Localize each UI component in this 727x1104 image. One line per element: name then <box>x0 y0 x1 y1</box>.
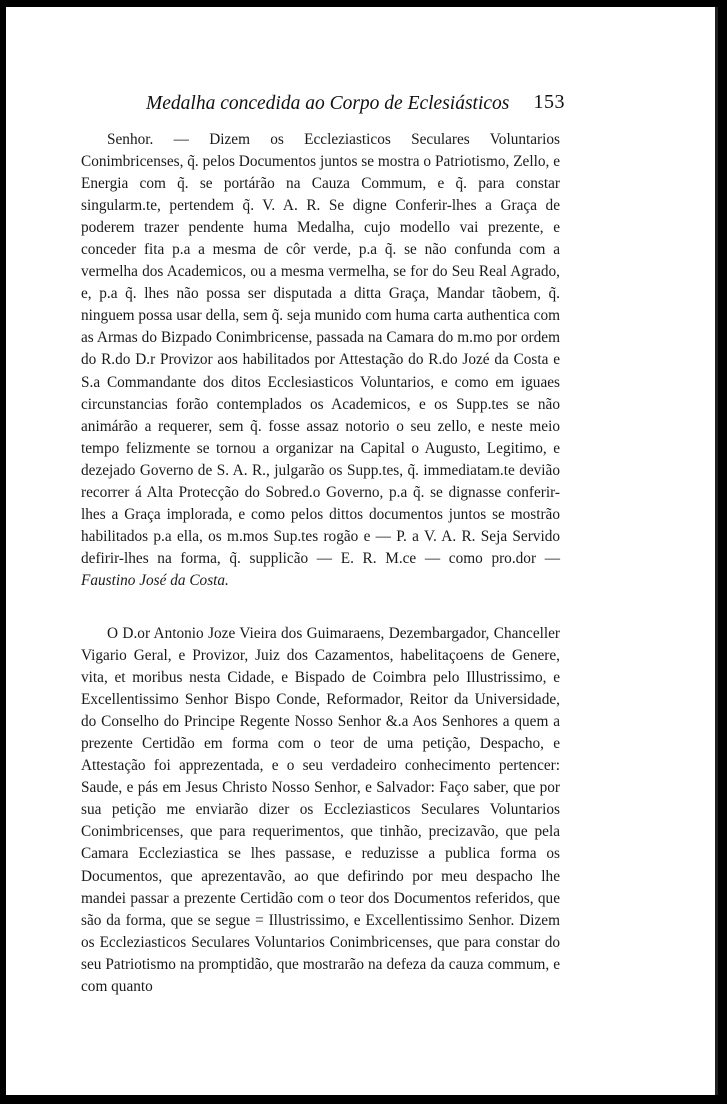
certificate-paragraph: O D.or Antonio Joze Vieira dos Guimaraens, Dezembargador, Chanceller Vigario Geral, e Provizor, Juiz dos Cazamentos, habelitaçoens de Genere, vita, et moribus nesta Cidade, e Bispado de Coimbra pelo Illustrissimo, e Excellentissimo Senhor Bispo Conde, Reformador, Reitor da Universidade, do Conselho do Principe Regente Nosso Senhor &.a Aos Senhores a quem a prezente Certidão em forma com o teor de uma petição, Despacho, e Attestação foi apprezentada, e o seu verdadeiro conhecimento pertencer: Saude, e pás em Jesus Christo Nosso Senhor, e Salvador: Faço saber, que por sua petição me enviarão dizer os Eccleziasticos Seculares Voluntarios Conimbricenses, que para requerimentos, que tinhão, precizavão, que pela Camara Eccleziastica se lhes passase, e reduzisse a publica forma os Documentos, que aprezentavão, ao que defirindo por meu despacho lhe mandei passar a prezente Certidão com o teor dos Documentos referidos, que são da forma, que se segue = Illustrissimo, e Excellentissimo Senhor. Dizem os Eccleziasticos Seculares Voluntarios Conimbricenses, que para constar do seu Patriotismo na promptidão, que mostrarão na defeza da cauza commum, e com quanto <box>81 624 560 995</box>
petition-paragraph <box>81 129 560 592</box>
body-text <box>81 129 560 998</box>
page-header <box>114 93 576 123</box>
paragraph-gap <box>81 592 560 623</box>
signature: Faustino José da Costa. <box>81 571 229 589</box>
page-number: 153 <box>533 91 565 113</box>
book-page <box>6 7 718 1095</box>
running-title: Medalha concedida ao Corpo de Eclesiásticos <box>146 93 510 114</box>
petition-text: Senhor. — Dizem os Eccleziasticos Seculares Voluntarios Conimbricenses, q̃. pelos Documentos juntos se mostra o Patriotismo, Zello, e Energia com q̃. se portárão na Cauza Commum, e q̃. para constar singularm.te, pertendem q̃. V. A. R. Se digne Conferir-lhes a Graça de poderem trazer pendente huma Medalha, cujo modello vai prezente, e conceder fita p.a a mesma de côr verde, p.a q̃. se não confunda com a vermelha dos Academicos, ou a mesma vermelha, se for do Seu Real Agrado, e, p.a q̃. lhes não possa ser disputada a ditta Graça, Mandar tãobem, q̃. ninguem possa usar della, sem q̃. seja munido com huma carta authentica com as Armas do Bizpado Conimbricense, passada na Camara do m.mo por ordem do R.do D.r Provizor aos habilitados por Attestação do R.do Jozé da Costa e S.a Commandante dos ditos Ecclesiasticos Voluntarios, e como em iguaes circunstancias forão contemplados os Academicos, e os Supp.tes se não animárão a requerer, sem q̃. fosse assaz notorio o seu zello, e neste meio tempo felizmente se tornou a organizar na Capital o Augusto, Legitimo, e dezejado Governo de S. A. R., julgarão os Supp.tes, q̃. immediatam.te devião recorrer á Alta Protecção do Sobred.o Governo, p.a q̃. se dignasse conferir-lhes a Graça implorada, e como pelos dittos documentos juntos se mostrão habilitados p.a ella, os m.mos Sup.tes rogão e — P. a V. A. R. Seja Servido defirir-lhes na forma, q̃. supplicão — E. R. M.ce — como pro.dor — <box>81 131 560 567</box>
